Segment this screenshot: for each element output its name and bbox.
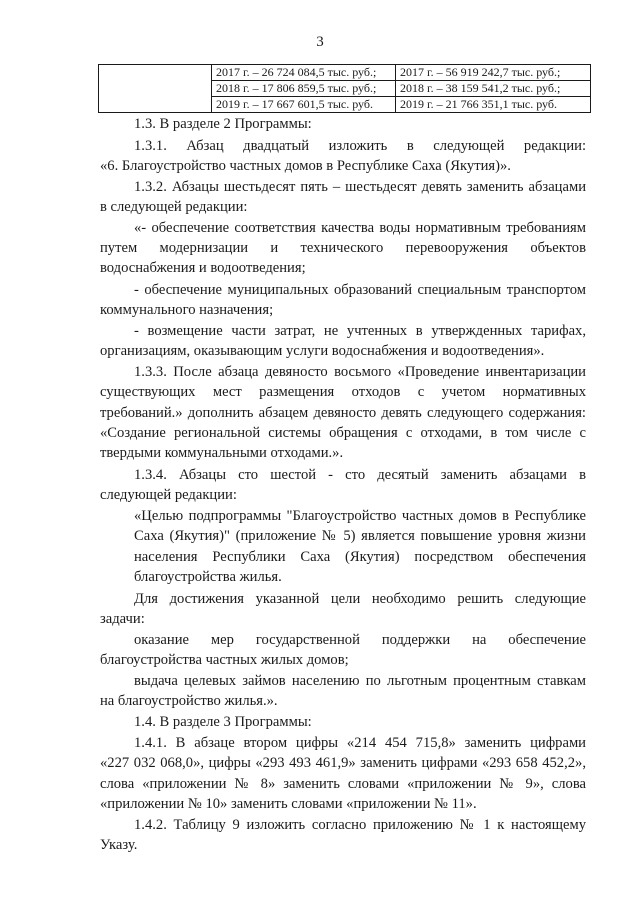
paragraph-line: в следующей редакции: [100,199,248,215]
page-number: 3 [316,34,324,50]
paragraph-line: 1.3.1. Абзац двадцатый изложить в следующей редакции: [134,138,586,154]
table-cell-empty [99,65,212,113]
table-cell: 2018 г. – 38 159 541,2 тыс. руб.; [396,81,591,97]
paragraph-line: на благоустройство жилья.». [100,693,278,709]
paragraph-line: 1.3. В разделе 2 Программы: [134,116,312,132]
paragraph-line: «- обеспечение соответствия качества воды нормативным требованиям [134,220,586,236]
table-cell: 2017 г. – 26 724 084,5 тыс. руб.; [212,65,396,81]
paragraph-line: Для достижения указанной цели необходимо решить следующие [134,591,586,607]
paragraph-line: задачи: [100,611,145,627]
paragraph-line: населения Республики Саха (Якутия) посредством обеспечения [134,549,586,565]
paragraph-line: 1.3.2. Абзацы шестьдесят пять – шестьдесят девять заменить абзацами [134,179,586,195]
paragraph-line: 1.3.3. После абзаца девяносто восьмого «Проведение инвентаризации [134,364,586,380]
table-cell: 2019 г. – 17 667 601,5 тыс. руб. [212,97,396,113]
paragraph-line: слова «приложении № 8» заменить словами «приложении № 9», слова [100,776,586,792]
paragraph-line: «приложении № 10» заменить словами «приложении № 11». [100,796,477,812]
paragraph-line: путем модернизации и технического перевооружения объектов [100,240,586,256]
paragraph-line: - возмещение части затрат, не учтенных в утвержденных тарифах, [134,323,586,339]
paragraph-line: 1.4. В разделе 3 Программы: [134,714,312,730]
table-row [99,65,591,81]
paragraph-line: твердыми коммунальными отходами.». [100,445,344,461]
paragraph-line: выдача целевых займов населению по льготным процентным ставкам [134,673,586,689]
paragraph-line: требований.» дополнить абзацем девяносто девять следующего содержания: [100,405,586,421]
paragraph-line: следующей редакции: [100,487,237,503]
funding-table [98,64,591,113]
table-cell: 2017 г. – 56 919 242,7 тыс. руб.; [396,65,591,81]
paragraph-line: благоустройства жилья. [134,569,282,585]
paragraph-line: существующих мест размещения отходов с учетом нормативных [100,384,586,400]
paragraph-line: организациям, оказывающим услуги водоснабжения и водоотведения». [100,343,545,359]
paragraph-line: «Создание региональной системы обращения с отходами, в том числе с [100,425,586,441]
paragraph-line: оказание мер государственной поддержки на обеспечение [134,632,586,648]
paragraph-line: Указу. [100,837,138,853]
table-cell: 2018 г. – 17 806 859,5 тыс. руб.; [212,81,396,97]
paragraph-line: «6. Благоустройство частных домов в Республике Саха (Якутия)». [100,158,511,174]
paragraph-line: благоустройства частных жилых домов; [100,652,349,668]
paragraph-line: «Целью подпрограммы "Благоустройство частных домов в Республике [134,508,586,524]
paragraph-line: 1.4.1. В абзаце втором цифры «214 454 715,8» заменить цифрами [134,735,586,751]
paragraph-line: водоснабжения и водоотведения; [100,260,306,276]
paragraph-line: 1.4.2. Таблицу 9 изложить согласно приложению № 1 к настоящему [134,817,586,833]
paragraph-line: «227 032 068,0», цифры «293 493 461,9» заменить цифрами «293 658 452,2», [100,755,586,771]
paragraph-line: - обеспечение муниципальных образований специальным транспортом [134,282,586,298]
paragraph-line: коммунального назначения; [100,302,274,318]
paragraph-line: 1.3.4. Абзацы сто шестой - сто десятый заменить абзацами в [134,467,586,483]
paragraph-line: Саха (Якутия)" (приложение № 5) является повышение уровня жизни [134,528,586,544]
table-cell: 2019 г. – 21 766 351,1 тыс. руб. [396,97,591,113]
